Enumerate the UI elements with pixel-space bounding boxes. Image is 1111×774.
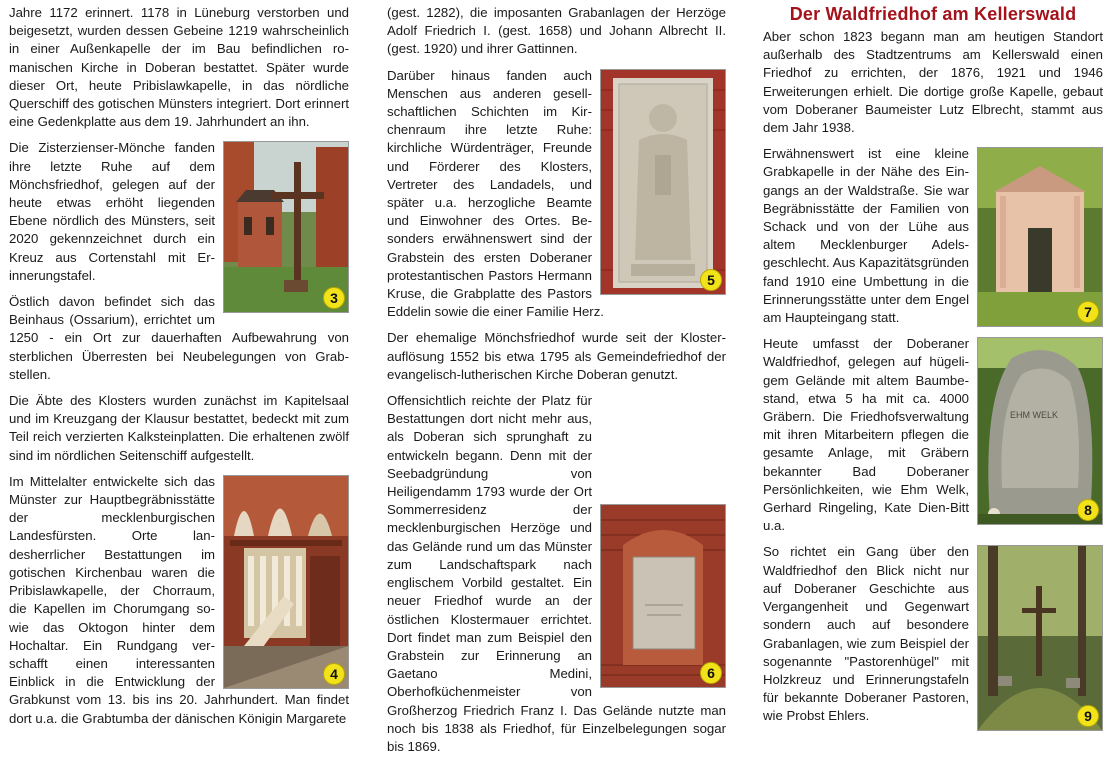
paragraph: Die Äbte des Klosters wurden zunächst im Kapitelsaal und im Kreuzgang der Klausur bestattet, bedeckt mit zum Teil reich verzierten Kalksteinplatten. Die erhaltenen zwölf sind im nördlichen Seitenschiff aufgestellt. [9, 393, 349, 463]
photo-number-badge: 7 [1077, 301, 1099, 323]
photo-number-badge: 6 [700, 662, 722, 684]
photo-number-badge: 8 [1077, 499, 1099, 521]
photo-number-badge: 4 [323, 663, 345, 685]
photo-number-badge: 5 [700, 269, 722, 291]
photo-number-badge: 3 [323, 287, 345, 309]
column-2 [387, 0, 726, 764]
paragraph: Die Zisterzienser-Mönche fanden ihre letzte Ruhe auf dem Mönchsfriedhof, gelegen auf der heute etwas erhöht liegenden Ebene nördlich des Münsters, seit 2020 gekennzeichnet durch ein Kreuz aus Cortenstahl mit Erinnerungstafel. [9, 140, 215, 283]
photo-wall-plaque [600, 504, 726, 688]
paragraph: Offensichtlich reichte der Platz für Bestattungen dort nicht mehr aus, als Doberan sich sprunghaft zu entwickeln begann. Denn mit der Seebadgründung von Heiligendamm 1793 wurde der Ort Sommerresidenz der mecklenburgischen Herzöge und das Gelände rund um das Münster zum Landschaftspark nach englischem Vorbild gestaltet. Ein neuer Friedhof wurde an der östlichen Klostermauer errichtet. Dort findet man zum Beispiel den Grabstein zur Erinnerung an Gaetano Medini, Oberhofküchenmeister von Großherzog Friedrich Franz I. Das Gelände nutzte man noch bis 1838 als Friedhof, für Einzelbelegungen sogar bis 1869. [387, 393, 726, 754]
paragraph: (gest. 1282), die imposanten Grabanlagen der Herzöge Adolf Friedrich I. (gest. 1658) und Johann Albrecht II. (gest. 1920) und ihrer Gattinnen. [387, 5, 726, 57]
paragraph: Der ehemalige Mönchsfriedhof wurde seit der Klosterauflösung 1552 bis etwa 1795 als Gemeindefriedhof der evangelisch-lutherischen Kirche Doberan genutzt. [387, 330, 726, 382]
photo-gravestone-relief [600, 69, 726, 295]
photo-chapel [977, 147, 1103, 327]
photo-number-badge: 9 [1077, 705, 1099, 727]
paragraph: Aber schon 1823 begann man am heutigen Standort außerhalb des Stadtzentrums am Kellerswald einen Friedhof zu errichten, der 1876, 1921 und 1946 Erweiterungen erhielt. Die dortige große Kapelle, gebaut vom Doberaner Baumeister Lutz Elbrecht, stammt aus dem Jahr 1938. [763, 29, 1103, 136]
photo-memorial-stone [977, 337, 1103, 525]
paragraph: Östlich davon befindet sich das Beinhaus (Ossarium), errichtet um 1250 - ein Ort zur dauerhaften Aufbewahrung von sterblichen Überresten bei Neubelegungen von Grabstellen. [9, 294, 349, 382]
photo-wooden-cross-hill [977, 545, 1103, 731]
paragraph: Erwähnenswert ist eine kleine Grabkapelle in der Nähe des Eingangs an der Waldstraße. Sie war Begräbnisstätte der Familien von Schack und von der Lühe aus altem Mecklenburger Adelsgeschlecht. Aus Kapazitätsgründen fand 1910 eine Umbettung in die Erinnerungsstätte unter dem Engel am Haupteingang statt. [763, 146, 970, 326]
section-title: Der Waldfriedhof am Kellerswald [789, 4, 1077, 24]
photo-cross-churchyard [223, 141, 349, 313]
stone-inscription: EHM WELK [1010, 410, 1059, 421]
paragraph: Heute umfasst der Doberaner Waldfriedhof, gelegen auf hügeligem Gelände mit altem Baumbestand, etwa 5 ha mit ca. 4000 Gräbern. Die Friedhofsverwaltung mit ihren Mitarbeitern pflegen die gesamte Anlage, mit Gräbern bekannter Bad Doberaner Persönlichkeiten, wie Ehm Welk, Gerhard Ringeling, Kate Dien-Bitt u.a. [763, 336, 969, 534]
column-3 [763, 0, 1103, 734]
paragraph: So richtet ein Gang über den Waldfriedhof den Blick nicht nur auf Doberaner Geschichte aus Vergangenheit und Gegenwart sondern auch auf besondere Grabanlagen, wie zum Beispiel der sogenannte "Pastorenhügel" mit Holzkreuz und Erinnerungstafeln für bekannte Doberaner Pastoren, wie Probst Ehlers. [763, 544, 969, 724]
column-1 [9, 0, 349, 736]
paragraph: Im Mittelalter entwickelte sich das Münster zur Hauptbegräbnisstätte der mecklenburgischen Landesfürsten. Orte landesherrlicher Bestattungen im gotischen Kirchenbau waren die Pribislawkapelle, der Chorraum, die Kapellen im Chorumgang sowie das Oktogon hinter dem Hochaltar. Ein Rundgang verschafft einen interessanten Einblick in die Entwicklung der Grabkunst vom 13. bis ins 20. Jahrhundert. Man findet dort u.a. die Grabtumba der dänischen Königin Margarete [9, 473, 349, 726]
paragraph: Jahre 1172 erinnert. 1178 in Lüneburg verstorben und beigesetzt, wurden dessen Gebeine 1219 wahrscheinlich in einer Außenkapelle der im Bau befindlichen romanischen Kirche in Doberan bestattet. Später wurde dieser Ort, heute Pribislawkapelle, in das nördliche Querschiff des gotischen Münsters integriert. Dort erinnert eine Gedenkplatte aus dem 19. Jahrhundert an ihn. [9, 5, 349, 130]
photo-church-interior [223, 475, 349, 689]
paragraph: Darüber hinaus fanden auch Menschen aus anderen gesellschaftlichen Schichten im Kirchenraum ihre letzte Ruhe: kirchliche Würdenträger, Freunde und Förderer des Klosters, Vertreter des Landadels, und später u.a. herzogliche Beamte und Einwohner des Ortes. Besonders erwähnenswert sind der Grabstein des ersten Doberaner protestantischen Pastors Hermann Kruse, die Grabplatte des Pastors Eddelin sowie die einer Familie Herz. [387, 67, 604, 320]
